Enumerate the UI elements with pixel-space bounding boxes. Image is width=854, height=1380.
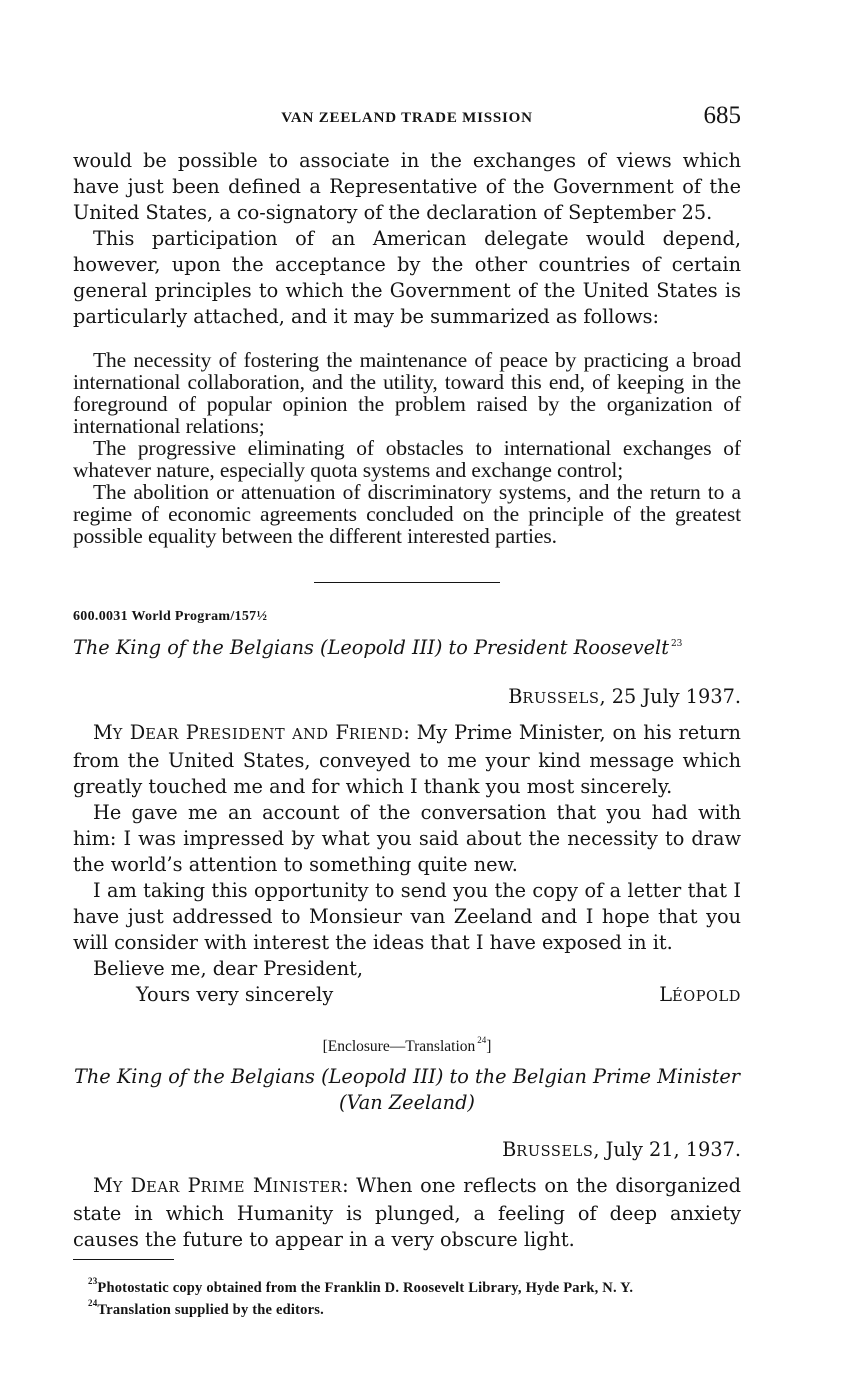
- salutation-small: RESIDENT: [198, 727, 286, 743]
- signature-rest: ÉOPOLD: [672, 989, 741, 1005]
- salutation-small: EAR: [145, 727, 179, 743]
- enclosure-label: [73, 1035, 741, 1056]
- running-head: VAN ZEELAND TRADE MISSION: [281, 110, 533, 126]
- salutation-tail: : My Prime Minister, on his return from the United States, conveyed to me your kind message which greatly touched me and for which I thank you most sincerely.: [73, 721, 741, 798]
- salutation-small: Y: [112, 1180, 123, 1196]
- dateline-place-initial: B: [508, 685, 523, 708]
- principle-item: The progressive eliminating of obstacles to international exchanges of whatever nature, especially quota systems and exchange control;: [73, 436, 741, 482]
- salutation-cap: M: [93, 1174, 113, 1197]
- page-number: 685: [703, 102, 741, 129]
- salutation-small: RIME: [200, 1180, 246, 1196]
- letter-title-text: The King of the Belgians (Leopold III) to President Roosevelt: [73, 636, 669, 659]
- salutation-paragraph: [73, 720, 741, 800]
- letter-paragraph: He gave me an account of the conversation that you had with him: I was impressed by what you said about the necessity to draw the world’s attention to something quite new.: [73, 801, 741, 876]
- enclosure-title-line-1: The King of the Belgians (Leopold III) to the Belgian Prime Minister: [74, 1065, 740, 1088]
- dateline-place: RUSSELS: [516, 1144, 594, 1160]
- salutation-small: EAR: [146, 1180, 180, 1196]
- footnote-number: 23: [88, 1276, 98, 1286]
- dateline-date: , 25 July 1937.: [599, 685, 741, 708]
- footnote-number: 24: [88, 1298, 98, 1308]
- document-page: [73, 100, 741, 1318]
- footnotes: [73, 1274, 741, 1318]
- salutation-cap: D: [129, 721, 146, 744]
- file-reference: 600.0031 World Program/157½: [73, 609, 268, 624]
- page-header: [73, 100, 741, 136]
- letter-closing: [73, 956, 741, 1008]
- salutation-cap: M: [93, 721, 113, 744]
- section-divider: [314, 582, 500, 583]
- footnote-ref-24: 24: [477, 1035, 487, 1045]
- footnote-text: Translation supplied by the editors.: [97, 1302, 324, 1318]
- salutation-small: INISTER: [272, 1180, 343, 1196]
- dateline-date: , July 21, 1937.: [593, 1138, 741, 1161]
- closing-text: Yours very sincerely: [136, 983, 334, 1006]
- letter-body: [73, 720, 741, 956]
- letter-paragraph: I am taking this opportunity to send you the copy of a letter that I have just addressed to Monsieur van Zeeland and I hope that you will consider with interest the ideas that I have exposed in it.: [73, 879, 741, 954]
- principle-item: The abolition or attenuation of discriminatory systems, and the return to a regime of economic agreements concluded on the principle of the greatest possible equality between the different interested parties.: [73, 480, 741, 548]
- salutation-cap: P: [185, 721, 199, 744]
- salutation-cap: D: [130, 1174, 147, 1197]
- salutation-small: Y: [112, 727, 123, 743]
- salutation-cap: M: [252, 1174, 273, 1197]
- salutation-small: RIEND: [348, 727, 404, 743]
- enclosure-label-text: [Enclosure—Translation: [322, 1038, 476, 1055]
- letter-title: [73, 631, 741, 661]
- salutation-paragraph: [73, 1173, 741, 1253]
- closing-line-2: [73, 982, 741, 1008]
- footnote-rule: [73, 1259, 174, 1260]
- closing-line-1: Believe me, dear President,: [93, 957, 364, 980]
- footnote-ref-23: 23: [670, 639, 683, 649]
- signature: [659, 982, 741, 1010]
- principles-list: [73, 349, 741, 547]
- dateline-place-initial: B: [502, 1138, 517, 1161]
- signature-initial: L: [659, 983, 673, 1006]
- dateline-place: RUSSELS: [522, 691, 600, 707]
- enclosure-body: [73, 1173, 741, 1253]
- intro-section: [73, 148, 741, 330]
- salutation-cap: P: [187, 1174, 201, 1197]
- salutation-tail: : When one reflects on the disorganized state in which Humanity is plunged, a feeling of deep anxiety causes the future to appear in a very obscure light.: [73, 1174, 741, 1251]
- salutation-cap: F: [335, 721, 349, 744]
- salutation-small: AND: [292, 727, 329, 743]
- footnote-24: [73, 1296, 741, 1318]
- footnote-23: [73, 1274, 741, 1296]
- footnote-text: Photostatic copy obtained from the Franklin D. Roosevelt Library, Hyde Park, N. Y.: [97, 1280, 634, 1296]
- enclosure-dateline: [73, 1137, 741, 1165]
- letter-dateline: [73, 684, 741, 712]
- principle-item: The necessity of fostering the maintenance of peace by practicing a broad international collaboration, and the utility, toward this end, of keeping in the foreground of popular opinion the problem raised by the organization of international relations;: [73, 348, 741, 438]
- enclosure-title: [73, 1064, 741, 1116]
- intro-paragraph-2: This participation of an American delegate would depend, however, upon the acceptance by the other countries of certain general principles to which the Government of the United States is particularly attached, and it may be summarized as follows:: [73, 227, 741, 328]
- enclosure-title-line-2: (Van Zeeland): [339, 1091, 475, 1114]
- intro-paragraph-1: would be possible to associate in the exchanges of views which have just been defined a Representative of the Government of the United States, a co-signatory of the declaration of September 25.: [73, 149, 741, 224]
- enclosure-label-end: ]: [486, 1038, 492, 1055]
